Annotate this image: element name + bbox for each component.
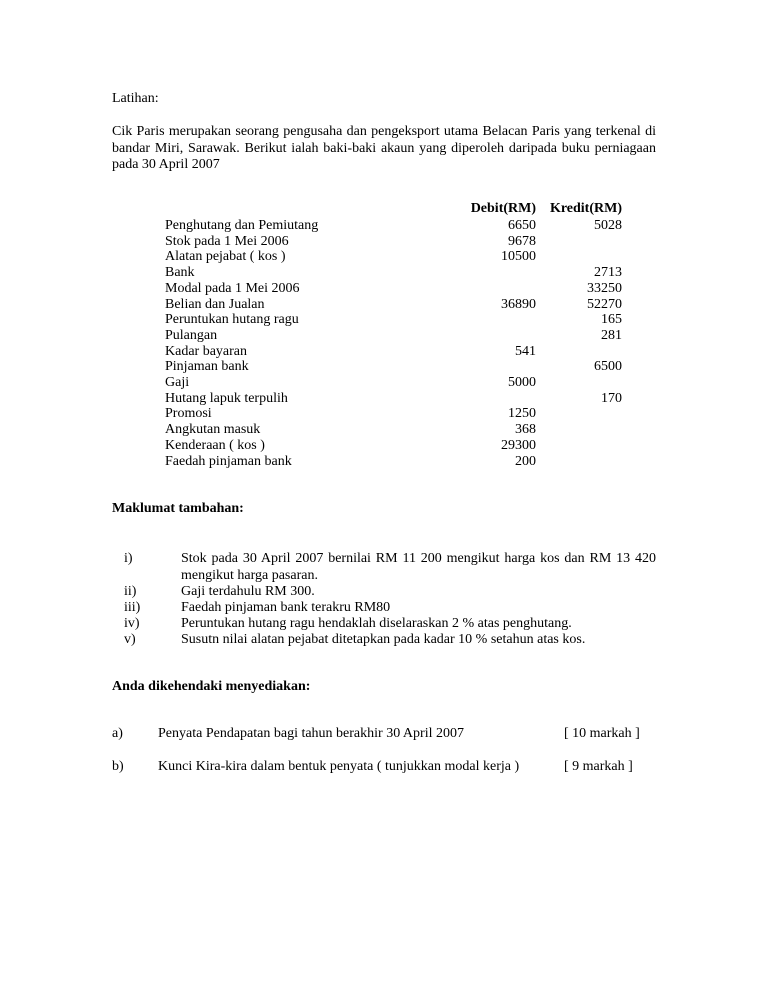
credit-amount: 33250 (587, 280, 622, 296)
debit-amount: 36890 (501, 296, 536, 312)
item-number: i) (124, 551, 133, 566)
debit-amount: 29300 (501, 437, 536, 453)
account-name: Angkutan masuk (165, 422, 261, 438)
item-text: Susutn nilai alatan pejabat ditetapkan pada kadar 10 % setahun atas kos. (181, 632, 586, 647)
item-number: v) (124, 632, 136, 647)
task-text: Penyata Pendapatan bagi tahun berakhir 30 April 2007 (158, 726, 464, 741)
item-number: iii) (124, 600, 141, 615)
account-name: Belian dan Jualan (165, 296, 265, 312)
item-text: Stok pada 30 April 2007 bernilai RM 11 200 mengikut harga kos dan RM 13 420 mengikut harga pasaran. (181, 551, 656, 583)
task-marks: [ 10 markah ] (564, 726, 640, 741)
debit-amount: 368 (515, 422, 536, 438)
debit-amount: 1250 (508, 406, 536, 422)
debit-amount: 6650 (508, 218, 536, 233)
debit-amount: 541 (515, 343, 536, 359)
debit-amount: 200 (515, 453, 536, 469)
credit-amount: 170 (601, 390, 622, 406)
table-row (0, 312, 768, 328)
table-row (0, 234, 768, 250)
intro-paragraph: Cik Paris merupakan seorang pengusaha dan pengeksport utama Belacan Paris yang terkenal di bandar Miri, Sarawak. Berikut ialah baki-baki akaun yang diperoleh daripada buku perniagaan pada 30 April 2007 (112, 124, 656, 172)
debit-column-header: Debit(RM) (470, 201, 536, 216)
account-name: Kadar bayaran (165, 343, 248, 359)
debit-amount: 10500 (501, 249, 536, 265)
credit-amount: 281 (601, 327, 622, 343)
table-row (0, 328, 768, 344)
table-row (0, 249, 768, 265)
table-row (0, 375, 768, 391)
item-text: Gaji terdahulu RM 300. (181, 584, 315, 599)
account-name: Pinjaman bank (165, 359, 249, 375)
account-name: Alatan pejabat ( kos ) (165, 249, 286, 265)
debit-amount: 5000 (508, 375, 536, 390)
table-row (0, 359, 768, 375)
account-name: Gaji (165, 375, 190, 390)
account-name: Peruntukan hutang ragu (165, 312, 299, 328)
task-letter: b) (112, 759, 124, 774)
account-name: Penghutang dan Pemiutang (165, 218, 319, 233)
table-row (0, 422, 768, 438)
account-name: Stok pada 1 Mei 2006 (165, 233, 289, 249)
table-row (0, 344, 768, 360)
account-name: Faedah pinjaman bank (165, 453, 292, 469)
account-name: Kenderaan ( kos ) (165, 437, 265, 453)
credit-column-header: Kredit(RM) (549, 201, 622, 216)
item-text: Peruntukan hutang ragu hendaklah diselaraskan 2 % atas penghutang. (181, 616, 572, 631)
table-row (0, 297, 768, 313)
account-name: Hutang lapuk terpulih (165, 390, 288, 406)
table-row (0, 281, 768, 297)
task-letter: a) (112, 726, 123, 741)
table-row (0, 438, 768, 454)
task-marks: [ 9 markah ] (564, 759, 633, 774)
item-number: iv) (124, 616, 140, 631)
debit-amount: 9678 (508, 233, 536, 249)
credit-amount: 165 (601, 312, 622, 328)
table-row (0, 391, 768, 407)
account-name: Bank (165, 265, 195, 281)
credit-amount: 6500 (594, 359, 622, 375)
item-number: ii) (124, 584, 137, 599)
account-name: Promosi (165, 406, 212, 422)
additional-info-title: Maklumat tambahan: (112, 501, 244, 516)
requirements-title: Anda dikehendaki menyediakan: (112, 679, 311, 694)
table-row (0, 218, 768, 234)
credit-amount: 5028 (594, 218, 622, 233)
table-row (0, 454, 768, 470)
account-name: Pulangan (165, 327, 218, 343)
table-row (0, 265, 768, 281)
trial-balance-header (0, 201, 768, 217)
account-name: Modal pada 1 Mei 2006 (165, 280, 300, 296)
credit-amount: 2713 (594, 265, 622, 281)
exercise-heading: Latihan: (112, 91, 159, 106)
credit-amount: 52270 (587, 296, 622, 312)
task-text: Kunci Kira-kira dalam bentuk penyata ( tunjukkan modal kerja ) (158, 759, 520, 774)
table-row (0, 406, 768, 422)
item-text: Faedah pinjaman bank terakru RM80 (181, 600, 391, 615)
